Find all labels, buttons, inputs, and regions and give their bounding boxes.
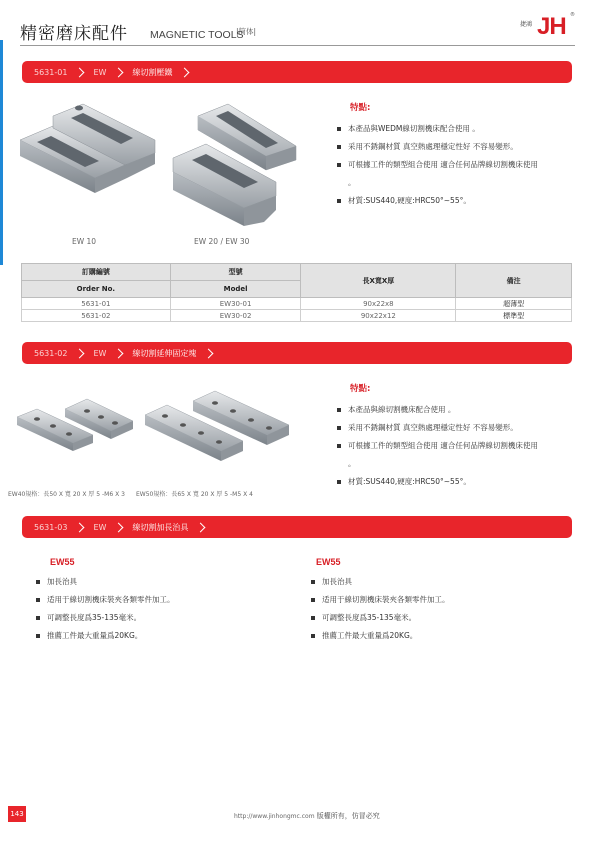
feature-item: 本產品與線切割機床配合使用 。: [336, 404, 538, 422]
section-bar-5631-02: [22, 342, 572, 364]
chevron-right-icon: [114, 522, 124, 532]
section-name: 線切割加長治具: [132, 522, 189, 532]
accessory-title-right: EW55: [316, 557, 341, 567]
caption-ew10: EW 10: [72, 237, 97, 246]
table-row: [22, 298, 572, 310]
footer-url[interactable]: http://www.jinhongmc.com: [234, 813, 315, 820]
header-size: 長X寬X厚: [301, 264, 456, 298]
caption-ew20-ew30: EW 20 / EW 30: [194, 237, 250, 246]
chevron-right-icon: [75, 522, 85, 532]
cell-size: 90x22x8: [301, 298, 456, 310]
ew10-clamp-image: [15, 98, 165, 193]
section-name: 線切割壓鐵: [132, 67, 173, 77]
footer-copyright: [234, 811, 380, 821]
feature-item-continued: 。: [348, 178, 356, 187]
cell-note: 超薄型: [456, 298, 572, 310]
chevron-right-icon: [75, 348, 85, 358]
spec-ew40: EW40規格：長50 X 寬 20 X 厚 5 -M6 X 3: [8, 491, 125, 498]
features-title: 特點:: [350, 384, 371, 394]
features-list: [336, 404, 538, 494]
cell-size: 90x22x12: [301, 310, 456, 322]
chevron-right-icon: [180, 67, 190, 77]
chevron-right-icon: [196, 522, 206, 532]
spec-ew50: EW50規格：長65 X 寬 20 X 厚 5 -M5 X 4: [136, 491, 253, 498]
section-category: EW: [93, 67, 107, 77]
accessory-item: 加長治具: [35, 576, 175, 594]
accessory-item: 可調整長度爲35-135毫米。: [310, 612, 450, 630]
cell-order: 5631-02: [22, 310, 171, 322]
cell-model: EW30-01: [170, 298, 301, 310]
ew20-ew30-clamp-image: [168, 98, 303, 228]
page-number: 143: [8, 806, 26, 822]
feature-item: 可根據工件的類型組合使用 適合任何品牌線切割機床使用: [336, 159, 538, 177]
header-model-zh: 型號: [170, 264, 301, 281]
feature-item: 采用不銹鋼材質 真空熱處理穩定性好 不容易變形。: [336, 422, 538, 440]
ew50-block-image: [143, 385, 293, 470]
header-note: 備注: [456, 264, 572, 298]
features-title: 特點:: [350, 103, 371, 113]
language-variant-label: |简体|: [236, 27, 257, 36]
section-code: 5631-01: [34, 67, 68, 77]
accessory-list-left: [35, 576, 175, 648]
accessory-item: 可調整長度爲35-135毫米。: [35, 612, 175, 630]
accessory-item: 适用于線切割機床裝夾各類零件加工。: [35, 594, 175, 612]
header-order-en: Order No.: [22, 281, 171, 298]
footer-rights: 版權所有，仿冒必究: [316, 812, 380, 820]
ew40-block-image: [15, 395, 135, 465]
chevron-right-icon: [204, 348, 214, 358]
brand-logo: JH: [537, 13, 566, 40]
header-divider: [20, 45, 575, 46]
accessory-list-right: [310, 576, 450, 648]
accessory-item: 推薦工件最大重量爲20KG。: [35, 630, 175, 648]
section-name: 線切割延伸固定塊: [132, 348, 197, 358]
feature-item: 材質:SUS440,硬度:HRC50°~55°。: [336, 476, 538, 494]
accessory-title-left: EW55: [50, 557, 75, 567]
accessory-item: 推薦工件最大重量爲20KG。: [310, 630, 450, 648]
feature-item: 材質:SUS440,硬度:HRC50°~55°。: [336, 195, 538, 213]
section-category: EW: [93, 522, 107, 532]
brand-name: 捷鴻: [520, 21, 533, 28]
section-code: 5631-03: [34, 522, 68, 532]
accessory-item: 适用于線切割機床裝夾各類零件加工。: [310, 594, 450, 612]
feature-item: 可根據工件的類型組合使用 適合任何品牌線切割機床使用: [336, 440, 538, 458]
section-bar-5631-01: [22, 61, 572, 83]
page-title-english: MAGNETIC TOOLS: [150, 29, 244, 41]
order-table: [21, 263, 572, 322]
chevron-right-icon: [114, 67, 124, 77]
feature-item: 本產品與WEDM線切割機床配合使用 。: [336, 123, 538, 141]
cell-model: EW30-02: [170, 310, 301, 322]
feature-item-continued: 。: [348, 459, 356, 468]
accessory-item: 加長治具: [310, 576, 450, 594]
chevron-right-icon: [114, 348, 124, 358]
table-row: [22, 310, 572, 322]
page-edge-accent: [0, 40, 3, 265]
cell-note: 標準型: [456, 310, 572, 322]
features-list: [336, 123, 538, 213]
section-category: EW: [93, 348, 107, 358]
chevron-right-icon: [75, 67, 85, 77]
cell-order: 5631-01: [22, 298, 171, 310]
section-bar-5631-03: [22, 516, 572, 538]
section-code: 5631-02: [34, 348, 68, 358]
header-model-en: Model: [170, 281, 301, 298]
registered-mark: ®: [570, 12, 575, 18]
header-order-zh: 訂購編號: [22, 264, 171, 281]
page-title: 精密磨床配件: [20, 24, 128, 44]
feature-item: 采用不銹鋼材質 真空熱處理穩定性好 不容易變形。: [336, 141, 538, 159]
